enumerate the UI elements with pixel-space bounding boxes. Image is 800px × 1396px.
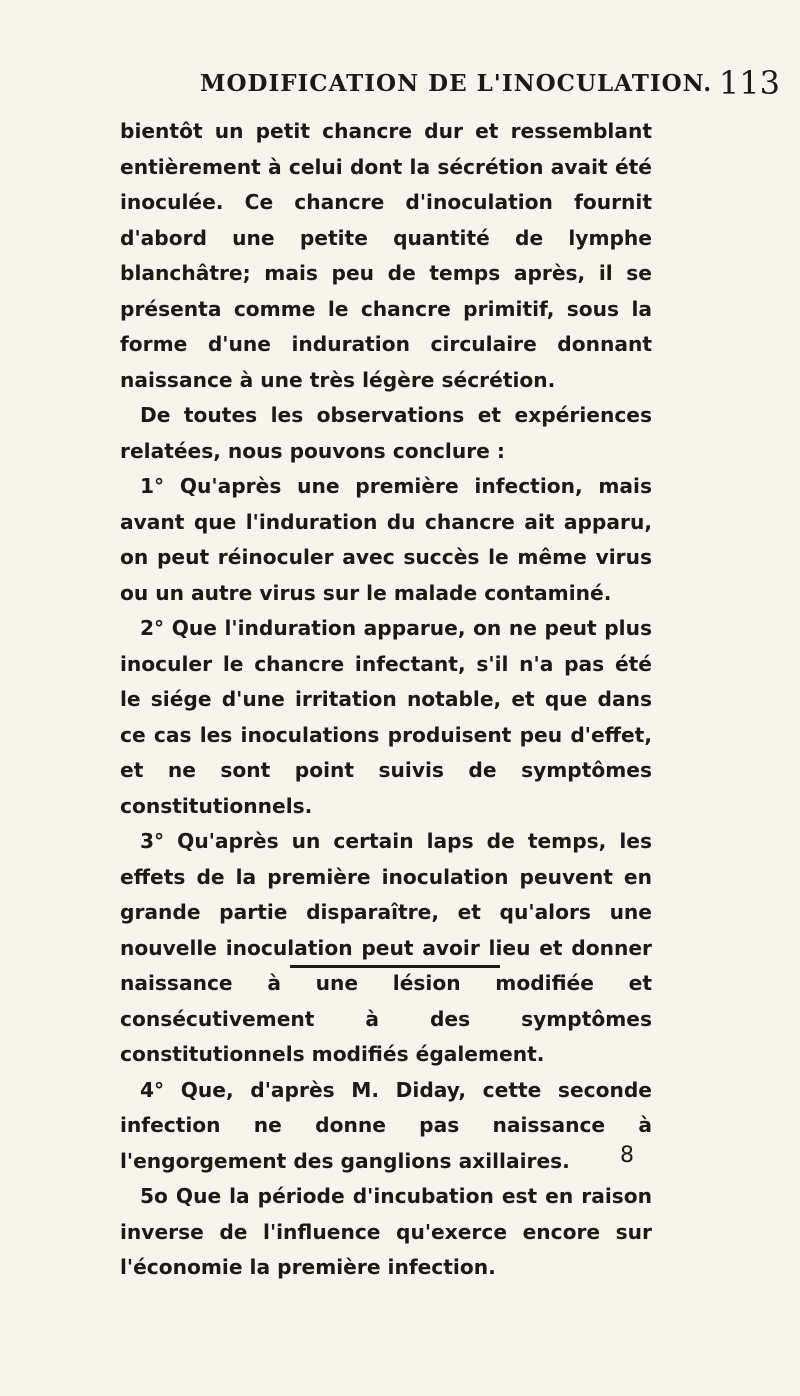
page-header xyxy=(120,64,780,110)
conclusion-item: 2° Que l'induration apparue, on ne peut plus inoculer le chancre infectant, s'il n'a pas été le siége d'une irritation notable, et que dans ce cas les inoculations produisent peu d'effet, et ne sont point suivis de symptômes constitutionnels. xyxy=(120,616,652,818)
conclusion-item: 5o Que la période d'incubation est en raison inverse de l'influence qu'exerce encore sur l'économie la première infection. xyxy=(120,1184,652,1279)
body-text xyxy=(120,114,652,1286)
paragraph: De toutes les observations et expériences relatées, nous pouvons conclure : xyxy=(120,403,652,463)
conclusion-item: 4° Que, d'après M. Diday, cette seconde infection ne donne pas naissance à l'engorgement des ganglions axillaires. xyxy=(120,1077,652,1173)
section-rule xyxy=(290,965,500,968)
running-head: MODIFICATION DE L'INOCULATION. xyxy=(200,70,713,97)
signature-mark: 8 xyxy=(620,1143,634,1168)
conclusion-item: 3° Qu'après un certain laps de temps, les effets de la première inoculation peuvent en grande partie disparaître, et qu'alors une nouvelle inoculation peut avoir lieu et donner naissance à une lésion modifiée et consécutivement à des symptômes constitutionnels modifiés également. xyxy=(120,829,652,1066)
conclusion-item: 1° Qu'après une première infection, mais avant que l'induration du chancre ait apparu, on peut réinoculer avec succès le même virus ou un autre virus sur le malade contaminé. xyxy=(120,474,652,605)
paragraph: bientôt un petit chancre dur et ressemblant entièrement à celui dont la sécrétion avait été inoculée. Ce chancre d'inoculation fournit d'abord une petite quantité de lymphe blanchâtre; mais peu de temps après, il se présenta comme le chancre primitif, sous la forme d'une induration circulaire donnant naissance à une très légère sécrétion. xyxy=(120,119,652,392)
page-number: 113 xyxy=(718,64,780,102)
